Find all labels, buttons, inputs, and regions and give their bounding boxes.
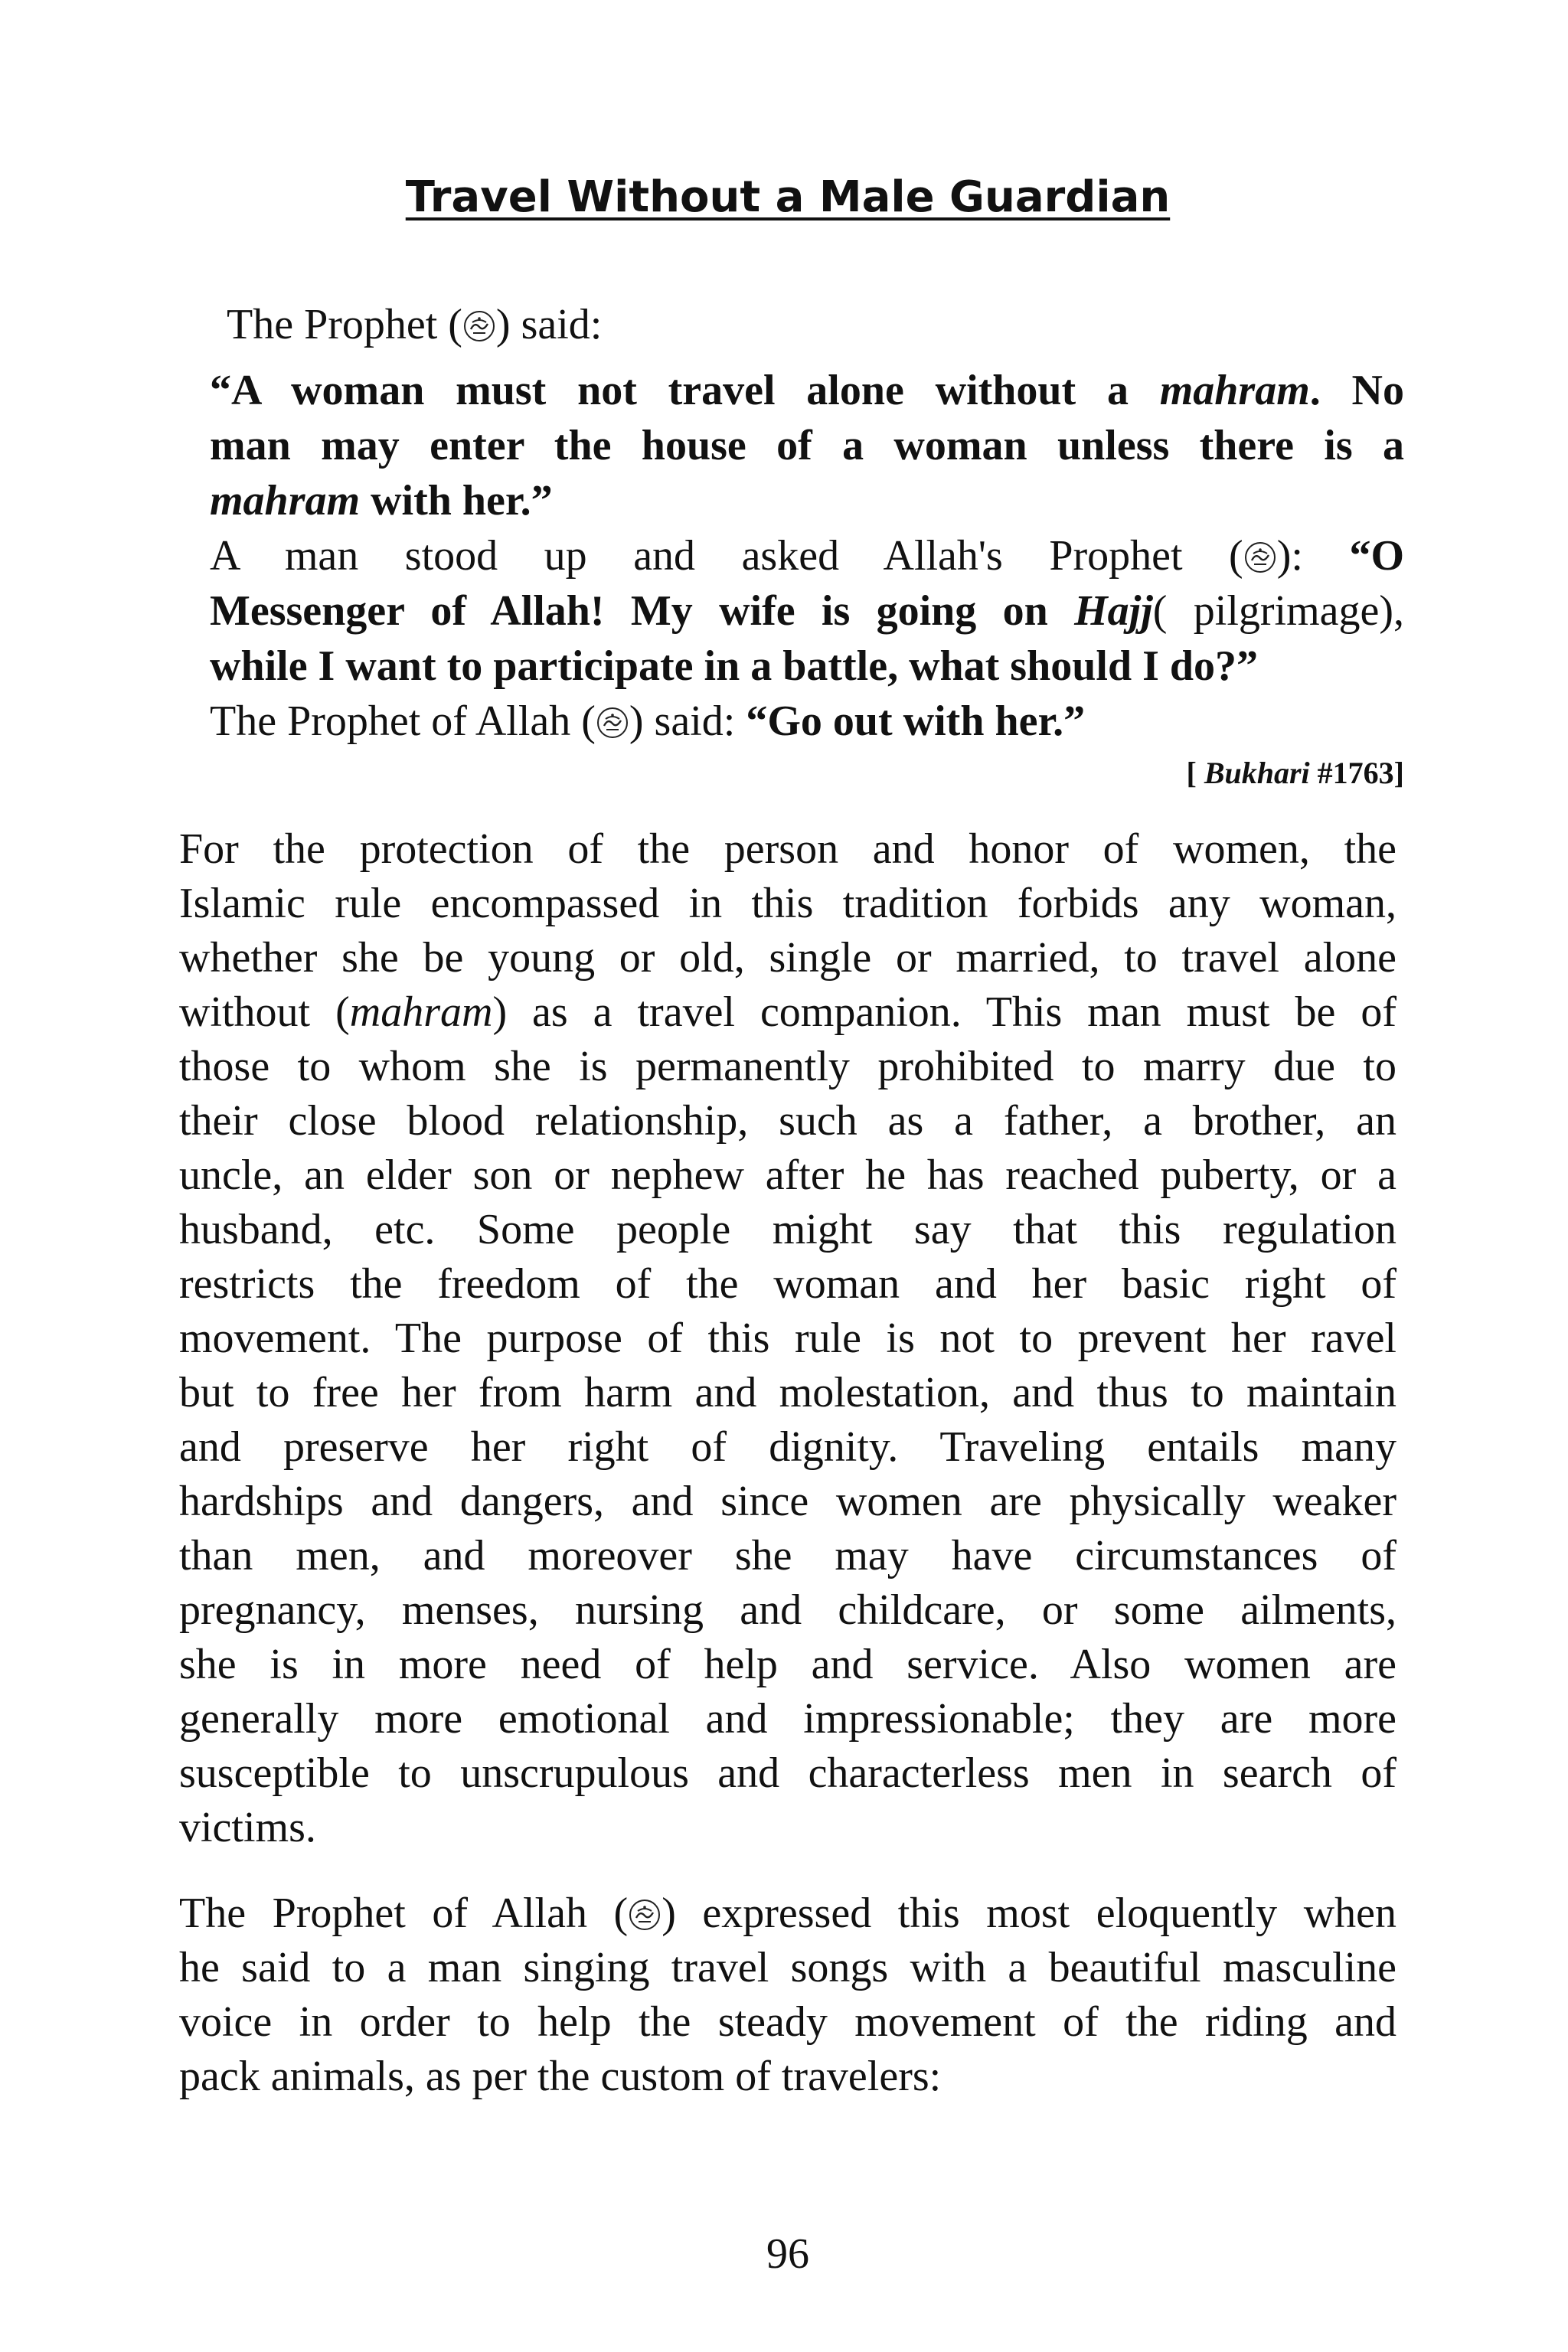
- question-line: Messenger of Allah! My wife is going on Hajj( pilgrimage),: [210, 587, 1404, 635]
- body-line: those to whom she is permanently prohibited to marry due to: [179, 1043, 1396, 1090]
- body-line: she is in more need of help and service. Also women are: [179, 1641, 1396, 1688]
- hadith-citation: [ Bukhari #1763]: [1186, 756, 1404, 790]
- body-line: but to free her from harm and molestation, and thus to maintain: [179, 1369, 1396, 1416]
- body-line: restricts the freedom of the woman and her basic right of: [179, 1260, 1396, 1308]
- body-line: without (mahram) as a travel companion. This man must be of: [179, 988, 1397, 1036]
- page-title: Travel Without a Male Guardian: [405, 172, 1171, 222]
- hadith-question: [210, 528, 1404, 749]
- question-line: The Prophet of Allah ( ) said: “Go out with her.”: [210, 697, 1086, 745]
- pbuh-calligraphy-icon: [1243, 541, 1277, 574]
- quote-line: man may enter the house of a woman unless there is a: [210, 422, 1404, 469]
- body-line: victims.: [179, 1804, 316, 1851]
- body-line: pack animals, as per the custom of travelers:: [179, 2053, 942, 2100]
- quote-line: mahram with her.”: [210, 477, 553, 524]
- body-line: than men, and moreover she may have circumstances of: [179, 1532, 1396, 1579]
- document-page: [179, 0, 1404, 2352]
- body-line: their close blood relationship, such as a father, a brother, an: [179, 1097, 1396, 1145]
- body-line: uncle, an elder son or nephew after he has reached puberty, or a: [179, 1152, 1396, 1199]
- body-paragraph-2: [179, 1886, 1396, 2104]
- pbuh-calligraphy-icon: [462, 309, 496, 343]
- question-line: A man stood up and asked Allah's Prophet ( ): “O: [210, 532, 1404, 580]
- body-line: For the protection of the person and honor of women, the: [179, 825, 1396, 873]
- hadith-block: [210, 294, 1404, 798]
- body-line: movement. The purpose of this rule is not to prevent her ravel: [179, 1315, 1396, 1362]
- body-line: The Prophet of Allah ( ) expressed this most eloquently when: [179, 1890, 1397, 1937]
- body-line: pregnancy, menses, nursing and childcare, or some ailments,: [179, 1586, 1396, 1634]
- body-line: and preserve her right of dignity. Traveling entails many: [179, 1423, 1396, 1471]
- body-line: he said to a man singing travel songs with a beautiful masculine: [179, 1944, 1396, 1991]
- body-line: whether she be young or old, single or married, to travel alone: [179, 934, 1396, 982]
- hadith-intro: The Prophet ( ) said:: [227, 301, 603, 348]
- hadith-quote: [210, 363, 1404, 528]
- quote-line: “A woman must not travel alone without a mahram. No: [210, 367, 1404, 414]
- body-line: hardships and dangers, and since women are physically weaker: [179, 1478, 1396, 1525]
- body-line: Islamic rule encompassed in this tradition forbids any woman,: [179, 880, 1396, 927]
- body-line: generally more emotional and impressionable; they are more: [179, 1695, 1396, 1743]
- pbuh-calligraphy-icon: [628, 1898, 662, 1932]
- body-paragraph-1: [179, 822, 1396, 1855]
- question-line: while I want to participate in a battle, what should I do?”: [210, 642, 1259, 690]
- body-line: susceptible to unscrupulous and characterless men in search of: [179, 1749, 1396, 1797]
- page-number: 96: [766, 2230, 809, 2278]
- pbuh-calligraphy-icon: [596, 706, 629, 740]
- body-line: husband, etc. Some people might say that this regulation: [179, 1206, 1396, 1253]
- body-line: voice in order to help the steady movement of the riding and: [179, 1998, 1396, 2046]
